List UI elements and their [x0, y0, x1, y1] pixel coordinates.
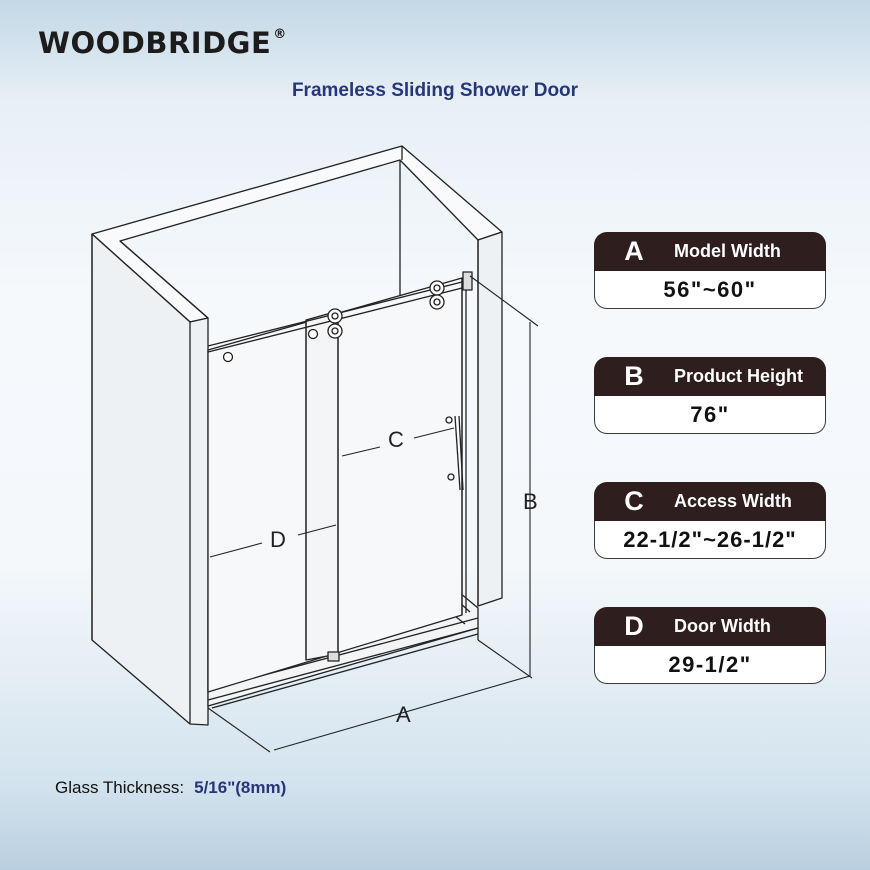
spec-value: 76": [594, 396, 826, 434]
spec-name: Access Width: [674, 491, 792, 511]
spec-value: 56"~60": [594, 271, 826, 309]
spec-name: Model Width: [674, 241, 781, 261]
glass-thickness-value: 5/16"(8mm): [194, 778, 287, 797]
spec-header: [594, 357, 826, 396]
page-title: Frameless Sliding Shower Door: [291, 80, 579, 101]
brand-name: WOODBRIDGE: [38, 26, 272, 60]
spec-card-product-height: [594, 357, 826, 436]
spec-card-access-width: [594, 482, 826, 561]
glass-thickness-label: Glass Thickness:: [55, 778, 185, 797]
spec-header: [594, 482, 826, 521]
spec-letter: A: [624, 236, 644, 266]
glass-thickness: [55, 778, 286, 798]
spec-name: Product Height: [674, 366, 803, 386]
spec-header: [594, 232, 826, 271]
registered-mark: ®: [273, 27, 287, 43]
spec-letter: C: [624, 486, 644, 516]
spec-card-model-width: [594, 232, 826, 311]
spec-header: [594, 607, 826, 646]
spec-letter: B: [624, 361, 644, 391]
spec-value: 29-1/2": [594, 646, 826, 684]
dimension-letter-d: D: [270, 527, 286, 552]
dimension-letter-b: B: [523, 489, 538, 514]
spec-name: Door Width: [674, 616, 771, 636]
spec-value: 22-1/2"~26-1/2": [594, 521, 826, 559]
spec-letter: D: [624, 611, 644, 641]
dimension-letter-a: A: [396, 702, 411, 727]
dimension-letter-c: C: [388, 427, 404, 452]
spec-card-door-width: [594, 607, 826, 686]
